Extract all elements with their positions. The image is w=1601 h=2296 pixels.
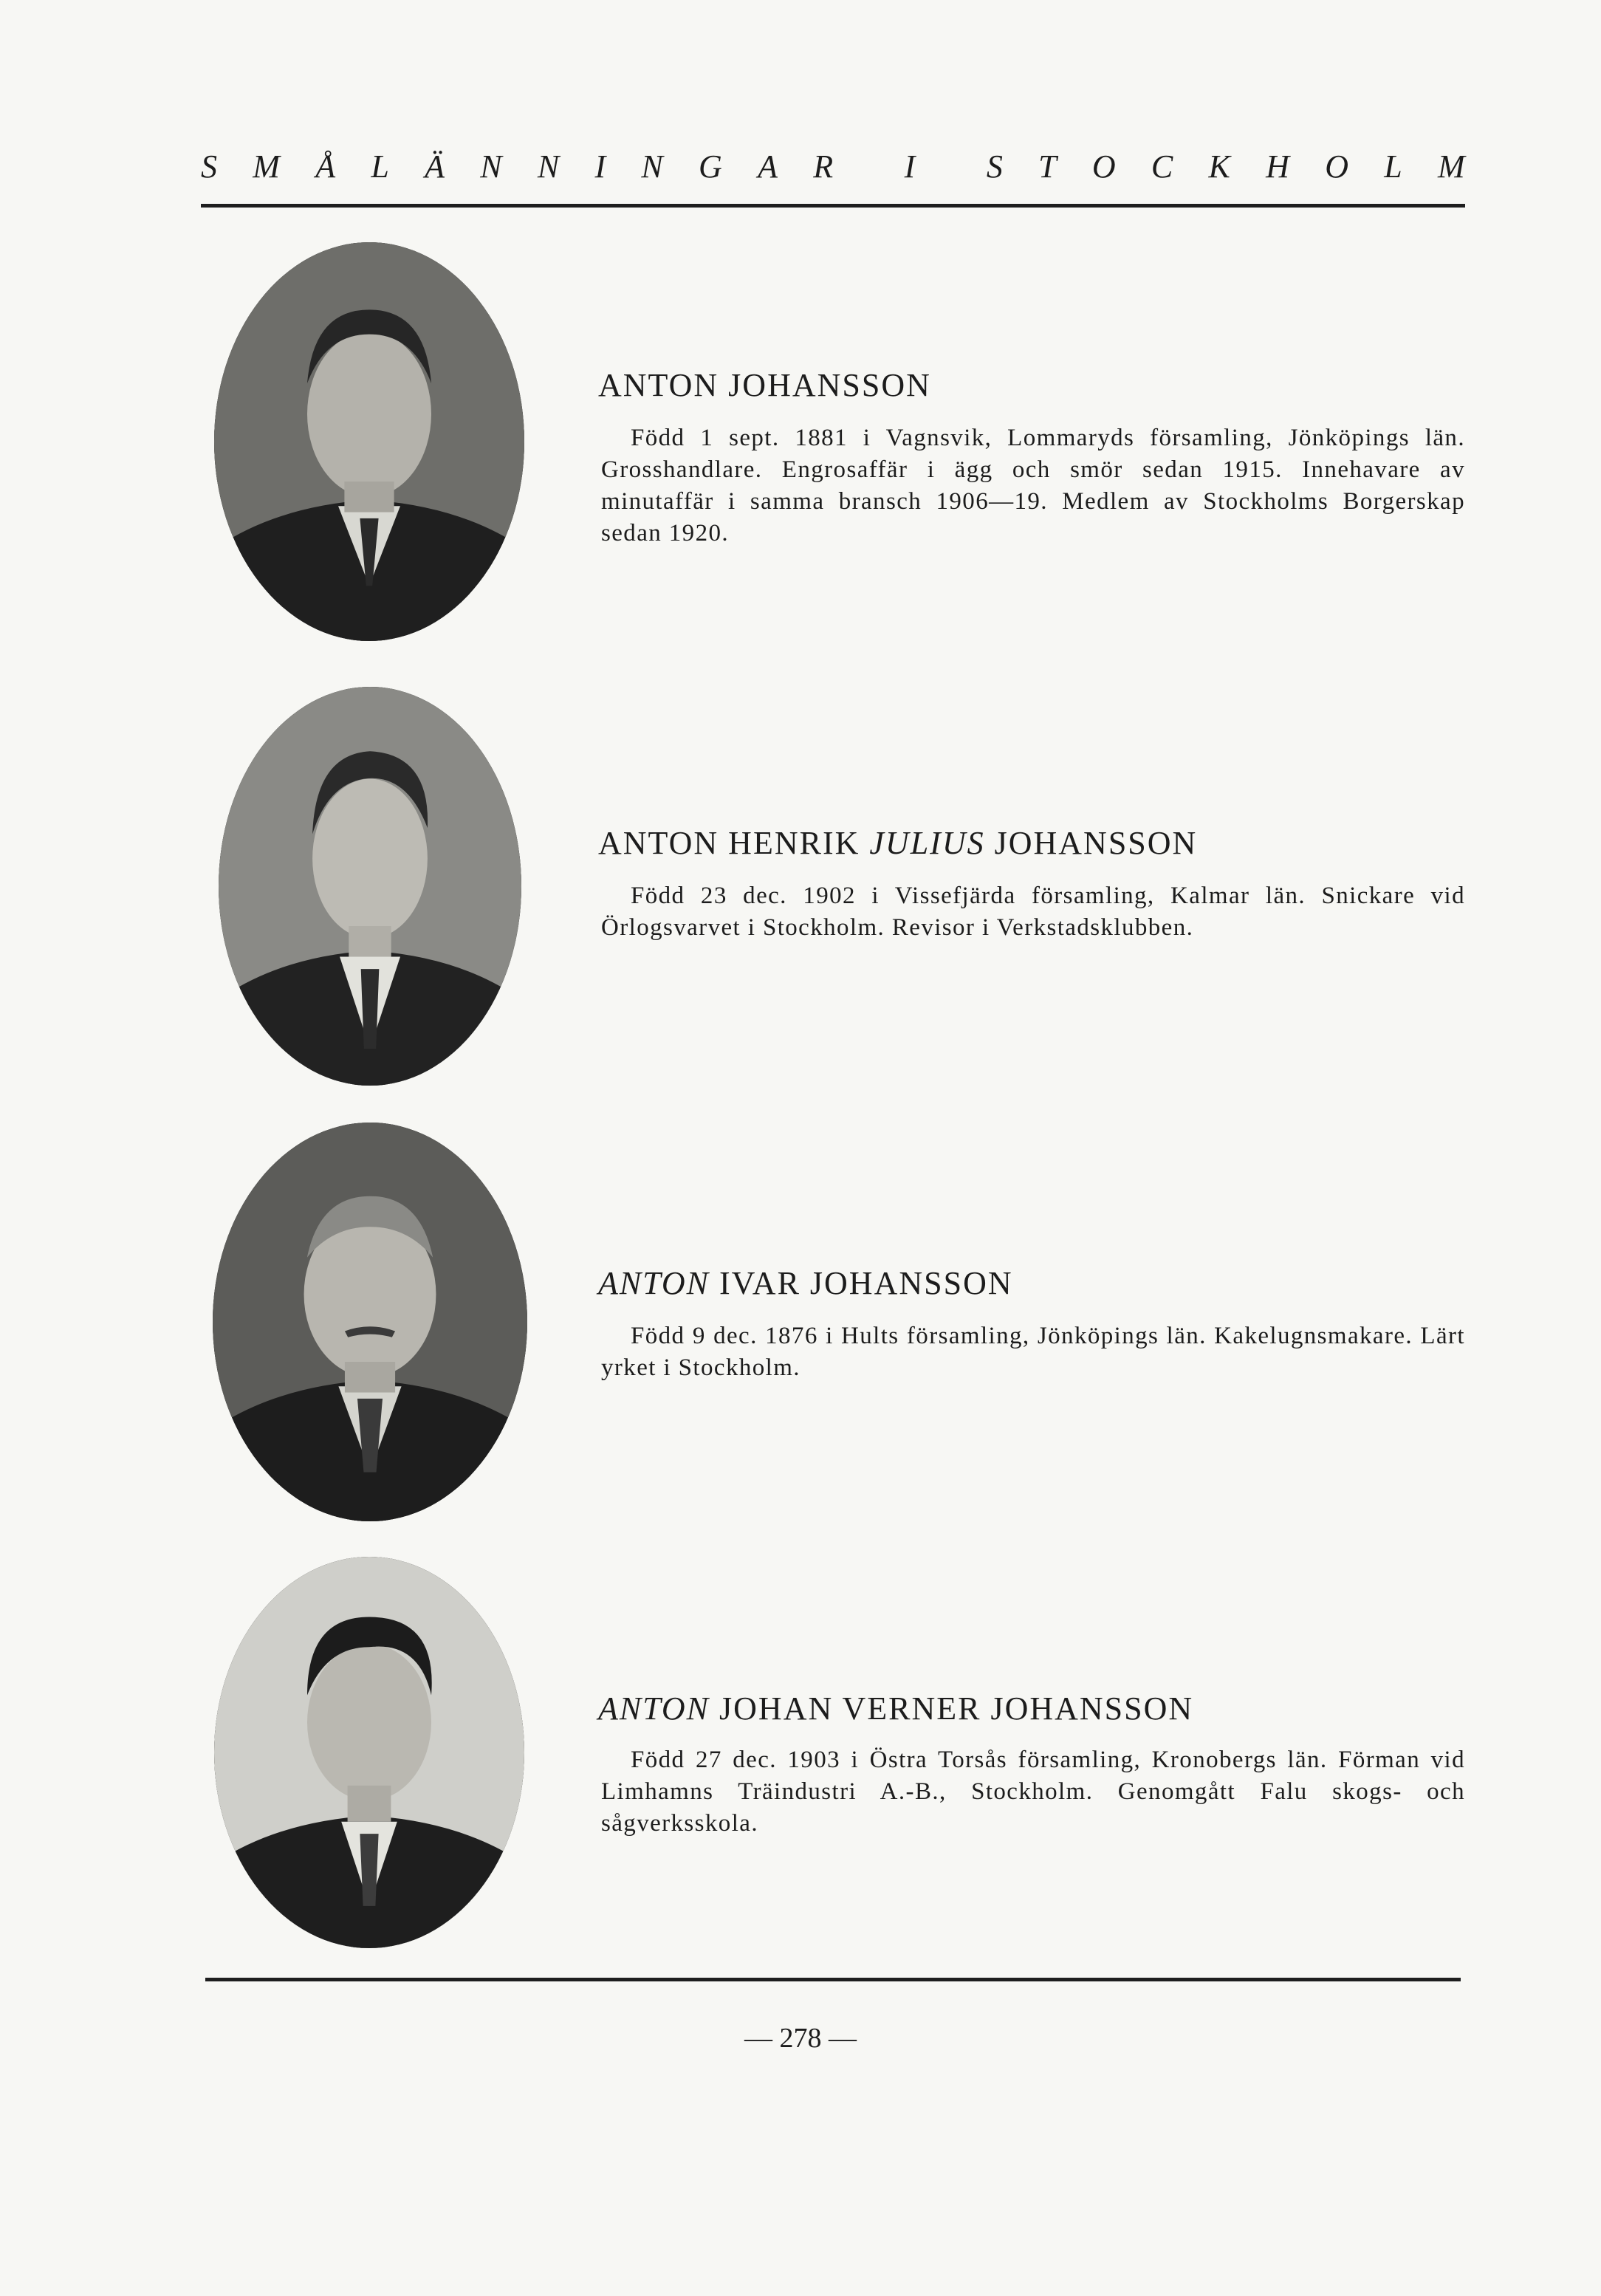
- running-head-letter: G: [699, 148, 722, 185]
- bio-paragraph: Född 9 dec. 1876 i Hults församling, Jönköpings län. Kakelugnsmakare. Lärt yrket i Stockholm.: [601, 1323, 1465, 1381]
- running-head-letter: M: [1438, 148, 1465, 185]
- bio-paragraph: Född 1 sept. 1881 i Vagnsvik, Lommaryds församling, Jönköpings län. Grosshandlare. Engrosaffär i ägg och smör sedan 1915. Innehavare av minutaffär i samma bransch 1906—19. Medlem av Stockholms Borgerskap sedan 1920.: [601, 425, 1465, 546]
- running-head-letter: L: [1384, 148, 1402, 185]
- name-roman: JOHAN VERNER JOHANSSON: [710, 1690, 1194, 1727]
- running-head-letter: O: [1325, 148, 1348, 185]
- person-name: [598, 824, 1197, 862]
- name-italic: JULIUS: [869, 825, 985, 861]
- running-head-letter: I: [594, 148, 606, 185]
- name-roman: IVAR JOHANSSON: [710, 1265, 1013, 1301]
- portrait-man-icon: [214, 242, 524, 641]
- running-head-letter: L: [371, 148, 389, 185]
- running-head-letter: S: [986, 148, 1003, 185]
- running-head-letter: S: [201, 148, 217, 185]
- running-head-letter: K: [1208, 148, 1230, 185]
- name-italic: ANTON: [598, 1265, 710, 1301]
- portrait-man-icon: [213, 1123, 527, 1521]
- bio-paragraph: Född 27 dec. 1903 i Östra Torsås församling, Kronobergs län. Förman vid Limhamns Träindustri A.-B., Stockholm. Genomgått Falu skogs- och sågverksskola.: [601, 1747, 1465, 1837]
- running-head-letter: R: [813, 148, 834, 185]
- portrait-photo: [219, 687, 521, 1086]
- running-head-letter: N: [641, 148, 663, 185]
- footer-rule: [205, 1978, 1461, 1981]
- biography-text: [601, 1320, 1465, 1384]
- running-head: [201, 148, 1465, 185]
- biography-text: [601, 880, 1465, 944]
- running-head-letter: H: [1266, 148, 1289, 185]
- name-italic: ANTON: [598, 1690, 710, 1727]
- name-roman: ANTON JOHANSSON: [598, 367, 931, 403]
- running-head-letter: N: [480, 148, 502, 185]
- running-head-letter: Å: [315, 148, 336, 185]
- running-head-letter: O: [1091, 148, 1116, 185]
- page-number: — 278 —: [744, 2023, 857, 2054]
- portrait-man-icon: [219, 687, 521, 1086]
- bio-paragraph: Född 23 dec. 1902 i Vissefjärda församling, Kalmar län. Snickare vid Örlogsvarvet i Stockholm. Revisor i Verkstadsklubben.: [601, 883, 1465, 941]
- running-head-letter: A: [758, 148, 778, 185]
- person-name: [598, 1690, 1193, 1727]
- person-name: [598, 1264, 1013, 1302]
- portrait-photo: [214, 242, 524, 641]
- running-head-letter: N: [537, 148, 560, 185]
- running-head-letter: M: [253, 148, 280, 185]
- portrait-photo: [213, 1123, 527, 1521]
- running-head-letter: I: [904, 148, 916, 185]
- biography-text: [601, 422, 1465, 549]
- name-roman: ANTON HENRIK: [598, 825, 870, 861]
- portrait-photo: [214, 1557, 524, 1948]
- header-rule: [201, 204, 1465, 208]
- biography-text: [601, 1744, 1465, 1840]
- running-head-letter: T: [1038, 148, 1057, 185]
- running-head-letter: Ä: [425, 148, 445, 185]
- portrait-man-icon: [214, 1557, 524, 1948]
- running-head-letter: C: [1151, 148, 1173, 185]
- name-roman: JOHANSSON: [984, 825, 1198, 861]
- person-name: [598, 366, 931, 404]
